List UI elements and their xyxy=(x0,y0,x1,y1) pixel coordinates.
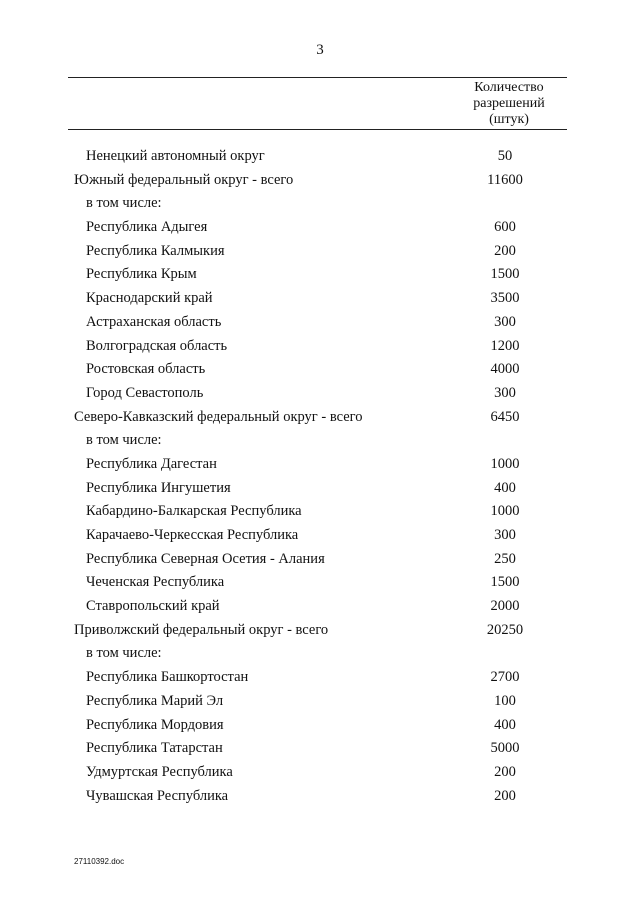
page-number: 3 xyxy=(316,42,324,58)
region-name: Чувашская Республика xyxy=(86,787,229,804)
table-row xyxy=(0,549,640,573)
document-code: 27110392.doc xyxy=(74,857,125,866)
region-name: в том числе: xyxy=(86,645,162,662)
table-row xyxy=(0,715,640,739)
table-row xyxy=(0,572,640,596)
region-name: Кабардино-Балкарская Республика xyxy=(86,503,302,520)
region-name: Астраханская область xyxy=(86,313,222,330)
region-name: Республика Северная Осетия - Алания xyxy=(86,550,325,567)
permit-count: 5000 xyxy=(490,740,520,757)
quantity-header-line-2: разрешений xyxy=(473,96,545,111)
table-row xyxy=(0,454,640,478)
table-row xyxy=(0,478,640,502)
region-name: Ставропольский край xyxy=(86,598,220,615)
permit-count: 300 xyxy=(494,527,516,543)
permit-count: 600 xyxy=(494,219,516,236)
subheading-row xyxy=(0,643,640,667)
table-row xyxy=(0,762,640,786)
table-row xyxy=(0,336,640,360)
region-name: Республика Дагестан xyxy=(86,455,217,472)
region-name: Республика Адыгея xyxy=(86,219,208,236)
subheading-row xyxy=(0,193,640,217)
permit-count: 4000 xyxy=(490,361,520,378)
region-name: Северо-Кавказский федеральный округ - всего xyxy=(74,408,363,425)
permit-count: 6450 xyxy=(490,408,520,425)
table-row xyxy=(0,217,640,241)
region-name: Карачаево-Черкесская Республика xyxy=(86,527,299,543)
region-name: Город Севастополь xyxy=(86,384,204,401)
permit-count: 1000 xyxy=(490,503,520,520)
permit-count: 3500 xyxy=(490,290,520,307)
permit-count: 400 xyxy=(494,716,516,733)
permit-count: 300 xyxy=(494,313,516,330)
table-row xyxy=(0,146,640,170)
region-name: Чеченская Республика xyxy=(86,574,225,591)
region-name: Удмуртская Республика xyxy=(86,763,233,780)
region-name: Приволжский федеральный округ - всего xyxy=(74,621,329,638)
permit-count: 50 xyxy=(497,148,513,164)
permit-count: 400 xyxy=(494,479,516,496)
region-name: Республика Мордовия xyxy=(86,716,224,733)
table-row xyxy=(0,786,640,810)
permit-count: 200 xyxy=(494,242,516,259)
permit-count: 1200 xyxy=(490,337,520,354)
region-name: Республика Ингушетия xyxy=(86,479,231,496)
region-name: Республика Калмыкия xyxy=(86,242,225,259)
quantity-header-line-1: Количество xyxy=(474,80,544,95)
table-row xyxy=(0,501,640,525)
region-name: Республика Крым xyxy=(86,266,197,283)
permit-count: 2000 xyxy=(490,598,520,615)
permit-count: 250 xyxy=(494,550,516,567)
region-name: Республика Татарстан xyxy=(86,740,223,757)
permit-count: 2700 xyxy=(490,669,520,686)
quantity-column-header xyxy=(440,80,578,128)
district-total-row xyxy=(0,170,640,194)
region-name: Республика Башкортостан xyxy=(86,669,249,686)
subheading-row xyxy=(0,430,640,454)
table-header-rule xyxy=(68,129,567,130)
table-row xyxy=(0,667,640,691)
table-row xyxy=(0,312,640,336)
region-name: в том числе: xyxy=(86,432,162,449)
district-total-row xyxy=(0,620,640,644)
region-name: Ростовская область xyxy=(86,361,206,378)
region-name: Южный федеральный округ - всего xyxy=(74,171,294,188)
district-total-row xyxy=(0,407,640,431)
quantity-header-line-3: (штук) xyxy=(489,112,529,127)
table-row xyxy=(0,691,640,715)
region-name: Волгоградская область xyxy=(86,337,228,354)
permit-count: 1500 xyxy=(490,266,520,283)
table-row xyxy=(0,359,640,383)
permit-count: 200 xyxy=(494,763,516,780)
region-name: в том числе: xyxy=(86,195,162,212)
permit-count: 300 xyxy=(494,384,516,401)
table-row xyxy=(0,738,640,762)
table-body xyxy=(0,146,640,809)
table-row xyxy=(0,264,640,288)
table-row xyxy=(0,241,640,265)
table-row xyxy=(0,383,640,407)
permit-count: 1000 xyxy=(490,455,520,472)
table-top-rule xyxy=(68,77,567,78)
table-row xyxy=(0,596,640,620)
permit-count: 200 xyxy=(494,787,516,804)
region-name: Ненецкий автономный округ xyxy=(86,148,265,164)
table-row xyxy=(0,288,640,312)
region-name: Краснодарский край xyxy=(86,290,213,307)
permit-count: 11600 xyxy=(487,171,523,188)
region-name: Республика Марий Эл xyxy=(86,692,224,709)
permit-count: 20250 xyxy=(486,621,524,638)
table-row xyxy=(0,525,640,549)
permit-count: 100 xyxy=(494,692,516,709)
permit-count: 1500 xyxy=(490,574,520,591)
